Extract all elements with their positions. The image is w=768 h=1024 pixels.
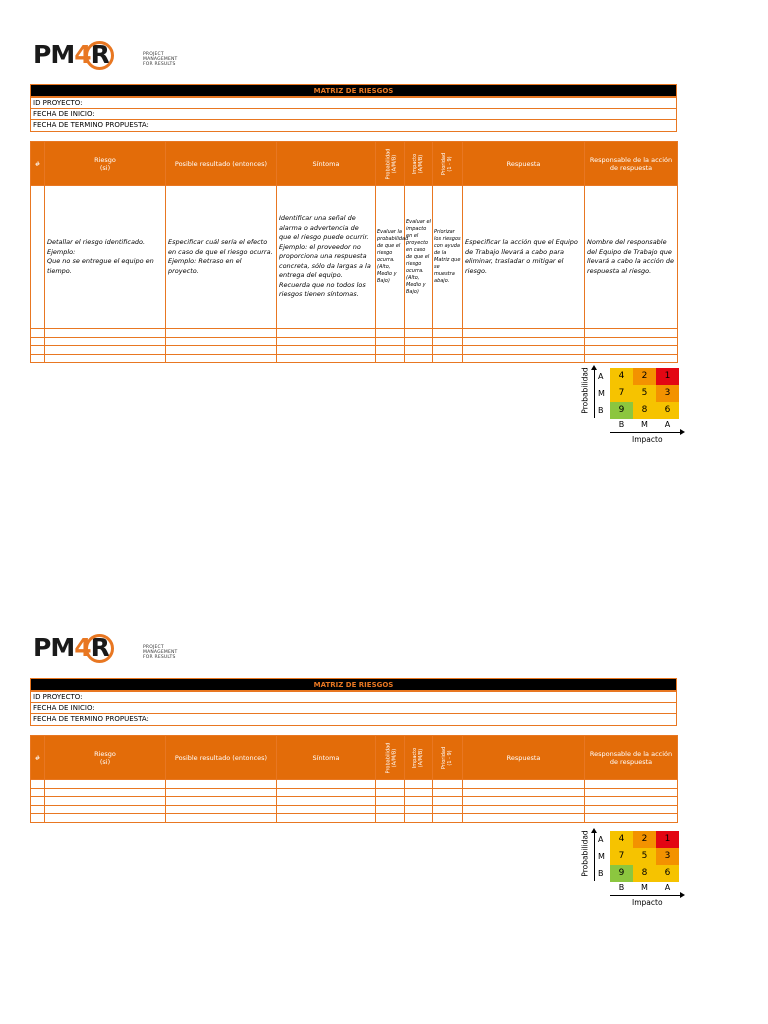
grid-cell: 5	[633, 385, 656, 402]
grid-row-label: M	[598, 389, 605, 398]
col-num: #	[31, 142, 45, 186]
table-header-row	[31, 736, 678, 780]
priority-grid	[580, 829, 690, 911]
field-end-date[interactable]: FECHA DE TERMINO PROPUESTA:	[33, 121, 149, 129]
grid-cell: 9	[610, 402, 633, 419]
risk-table	[30, 141, 678, 363]
project-header	[30, 84, 677, 132]
table-header-row	[31, 142, 678, 186]
grid-col-label: A	[664, 883, 671, 892]
grid-col-labels	[610, 883, 679, 892]
logo-tagline: PROJECT MANAGEMENT FOR RESULTS	[143, 645, 178, 660]
col-num: #	[31, 736, 45, 780]
grid-cell: 1	[656, 368, 679, 385]
grid-row-label: B	[598, 406, 604, 415]
grid-col-labels	[610, 420, 679, 429]
cell-prioridad[interactable]: Priorizar los riesgos con ayuda de la Matriz que se muestra abajo.	[433, 186, 463, 329]
x-arrow-icon	[610, 432, 682, 433]
table-row	[31, 329, 678, 338]
grid-y-label: Probabilidad	[580, 830, 590, 877]
logo-wordmark: PM4R	[33, 40, 109, 69]
x-arrow-icon	[610, 895, 682, 896]
grid-cell: 7	[610, 848, 633, 865]
grid-cell: 6	[656, 865, 679, 882]
col-resultado: Posible resultado (entonces)	[166, 736, 277, 780]
cell-resultado[interactable]: Especificar cuál sería el efecto en caso de que el riesgo ocurra. Ejemplo: Retraso en el proyecto.	[166, 186, 277, 329]
risk-table	[30, 735, 678, 823]
grid-cell: 4	[610, 831, 633, 848]
pm4r-logo	[33, 633, 193, 663]
grid-cell: 5	[633, 848, 656, 865]
table-row	[31, 337, 678, 346]
y-arrow-icon	[594, 368, 595, 418]
col-probabilidad: Probabilidad (A/M/B)	[376, 142, 405, 186]
grid-col-label: M	[641, 420, 648, 429]
logo-tagline: PROJECT MANAGEMENT FOR RESULTS	[143, 52, 178, 67]
grid-cell: 9	[610, 865, 633, 882]
cell-sintoma[interactable]: Identificar una señal de alarma o advertencia de que el riesgo puede ocurrir. Ejemplo: el proveedor no proporciona una respuesta concreta, sólo da largas a la entrega del equipo. Recuerda que no todos los riesgos tienen síntomas.	[277, 186, 376, 329]
grid-cell: 2	[633, 368, 656, 385]
y-arrow-icon	[594, 831, 595, 881]
grid-col-label: A	[664, 420, 671, 429]
col-responsable: Responsable de la acción de respuesta	[585, 142, 678, 186]
cell-probabilidad[interactable]: Evaluar la probabilidad de que el riesgo ocurra. (Alto, Medio y Bajo)	[376, 186, 405, 329]
project-header	[30, 678, 677, 726]
field-end-date[interactable]: FECHA DE TERMINO PROPUESTA:	[33, 715, 149, 723]
grid-cell: 8	[633, 865, 656, 882]
col-prioridad: Prioridad (1 - 9)	[433, 736, 463, 780]
col-respuesta: Respuesta	[463, 736, 585, 780]
priority-grid	[580, 366, 690, 448]
field-start-date[interactable]: FECHA DE INICIO:	[31, 703, 676, 714]
logo-wordmark: PM4R	[33, 633, 109, 662]
matrix-title: MATRIZ DE RIESGOS	[31, 85, 676, 98]
table-row	[31, 814, 678, 823]
grid-row-label: M	[598, 852, 605, 861]
col-probabilidad: Probabilidad (A/M/B)	[376, 736, 405, 780]
col-respuesta: Respuesta	[463, 142, 585, 186]
matrix-title: MATRIZ DE RIESGOS	[31, 679, 676, 692]
table-row	[31, 805, 678, 814]
grid-x-label: Impacto	[632, 435, 663, 444]
field-project-id[interactable]: ID PROYECTO:	[31, 98, 676, 109]
cell-riesgo[interactable]: Detallar el riesgo identificado. Ejemplo: Que no se entregue el equipo en tiempo.	[45, 186, 166, 329]
table-row	[31, 346, 678, 355]
table-row-example	[31, 186, 678, 329]
cell-respuesta[interactable]: Especificar la acción que el Equipo de Trabajo llevará a cabo para eliminar, trasladar o mitigar el riesgo.	[463, 186, 585, 329]
grid-cell: 8	[633, 402, 656, 419]
field-project-id[interactable]: ID PROYECTO:	[31, 692, 676, 703]
grid-col-label: M	[641, 883, 648, 892]
grid-x-label: Impacto	[632, 898, 663, 907]
col-responsable: Responsable de la acción de respuesta	[585, 736, 678, 780]
grid-cell: 3	[656, 385, 679, 402]
col-impacto: Impacto (A/M/B)	[405, 736, 433, 780]
table-row	[31, 797, 678, 806]
col-resultado: Posible resultado (entonces)	[166, 142, 277, 186]
cell-num[interactable]	[31, 186, 45, 329]
logo-ring-icon	[85, 634, 114, 663]
col-riesgo: Riesgo (si)	[45, 736, 166, 780]
grid-cell: 7	[610, 385, 633, 402]
col-sintoma: Síntoma	[277, 736, 376, 780]
grid-row-label: A	[598, 835, 604, 844]
grid-col-label: B	[618, 420, 625, 429]
col-riesgo: Riesgo (si)	[45, 142, 166, 186]
col-impacto: Impacto (A/M/B)	[405, 142, 433, 186]
cell-impacto[interactable]: Evaluar el impacto en el proyecto en caso de que el riesgo ocurra. (Alto, Medio y Bajo)	[405, 186, 433, 329]
table-row	[31, 354, 678, 363]
table-row	[31, 788, 678, 797]
grid-cell: 1	[656, 831, 679, 848]
grid-cell: 4	[610, 368, 633, 385]
logo-ring-icon	[85, 41, 114, 70]
grid-col-label: B	[618, 883, 625, 892]
grid-cell: 3	[656, 848, 679, 865]
grid-y-label: Probabilidad	[580, 367, 590, 414]
cell-responsable[interactable]: Nombre del responsable del Equipo de Trabajo que llevará a cabo la acción de respuesta al riesgo.	[585, 186, 678, 329]
field-start-date[interactable]: FECHA DE INICIO:	[31, 109, 676, 120]
grid-cells	[610, 368, 679, 419]
grid-row-label: A	[598, 372, 604, 381]
pm4r-logo	[33, 40, 193, 70]
grid-row-label: B	[598, 869, 604, 878]
grid-cell: 2	[633, 831, 656, 848]
grid-cells	[610, 831, 679, 882]
table-row	[31, 780, 678, 789]
grid-cell: 6	[656, 402, 679, 419]
col-prioridad: Prioridad (1 - 9)	[433, 142, 463, 186]
col-sintoma: Síntoma	[277, 142, 376, 186]
